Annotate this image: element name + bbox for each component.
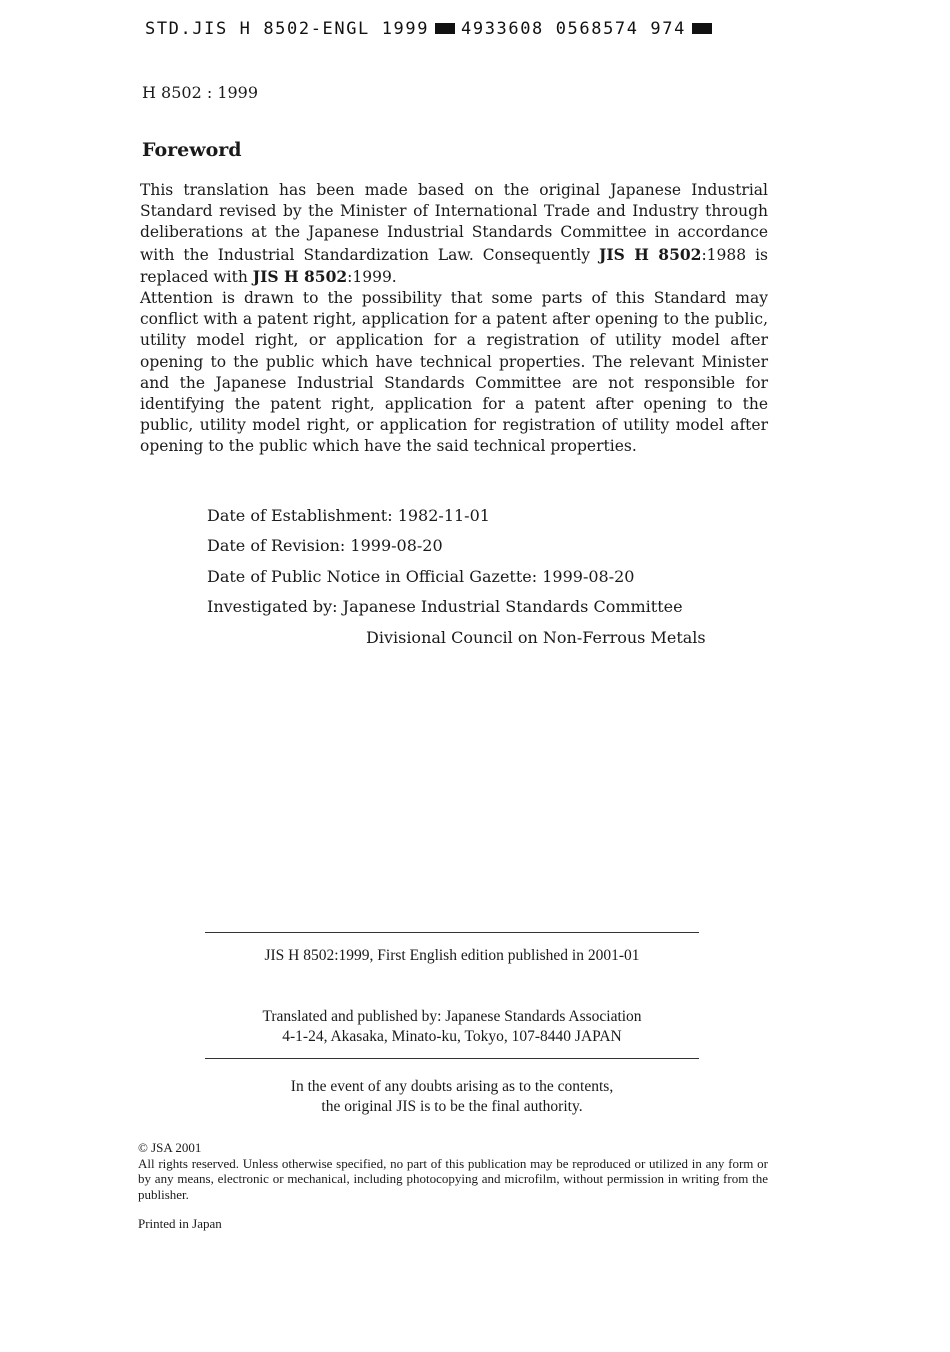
authority-note [205,1077,699,1117]
stamp-code: STD.JIS H 8502-ENGL 1999 [145,19,430,39]
copyright-block [138,1140,768,1202]
divisional-council: Divisional Council on Non-Ferrous Metals [366,627,706,647]
copyright-notice: © JSA 2001 [138,1140,202,1155]
edition-line [205,946,699,966]
new-standard-ref: JIS H 8502 [252,266,348,286]
black-block-mark [692,23,712,34]
document-number: H 8502 : 1999 [142,83,259,102]
publisher-name: Translated and published by: Japanese Standards Association [262,1008,642,1025]
foreword-heading: Foreword [142,139,242,161]
paragraph-text: :1999. [347,267,397,286]
date-of-public-notice: Date of Public Notice in Official Gazette: 1999-08-20 [207,566,635,586]
authority-line-2: the original JIS is to be the final authority. [321,1098,583,1115]
rights-statement: All rights reserved. Unless otherwise specified, no part of this publication may be reproduced or utilized in any form or by any means, electronic or mechanical, including photocopying and microfilm, without permission in writing from the publisher. [138,1155,768,1202]
publisher-block [205,1007,699,1047]
old-standard-ref: JIS H 8502 [599,244,702,264]
date-of-establishment: Date of Establishment: 1982-11-01 [207,506,490,525]
paragraph-text: This translation has been made based on the original Japanese Industrial Standard revised by the Minister of International Trade and Industry through deliberations at the Japanese Industrial Standards Committee in accordance with the Industrial Standardization Law. Consequently [140,181,768,264]
header-stamp [145,19,718,39]
printed-in: Printed in Japan [138,1216,222,1231]
authority-line-1: In the event of any doubts arising as to the contents, [290,1078,614,1095]
foreword-paragraph-2: Attention is drawn to the possibility that some parts of this Standard may conflict with a patent right, application for a patent after opening to the public, utility model right, or application for a registration of utility model after opening to the public which have technical properties. The relevant Minister and the Japanese Industrial Standards Committee are not responsible for identifying the patent right, application for a patent after opening to the public, utility model right, or application for registration of utility model after opening to the public which have the said technical properties. [140,289,768,456]
edition-text: JIS H 8502:1999, First English edition published in 2001-01 [264,947,640,964]
dates-block [207,505,706,657]
divider-bottom [205,1058,699,1059]
stamp-barcode-number: 4933608 0568574 974 [461,19,686,39]
foreword-paragraph-1 [140,180,768,288]
foreword-body [140,180,768,458]
black-block-mark [435,23,455,34]
date-of-revision: Date of Revision: 1999-08-20 [207,536,443,556]
publisher-address: 4-1-24, Akasaka, Minato-ku, Tokyo, 107-8440 JAPAN [282,1028,622,1045]
paragraph-text: :1988 is replaced with [140,245,769,286]
divider-top [205,932,699,933]
investigated-by: Investigated by: Japanese Industrial Standards Committee [207,597,683,617]
